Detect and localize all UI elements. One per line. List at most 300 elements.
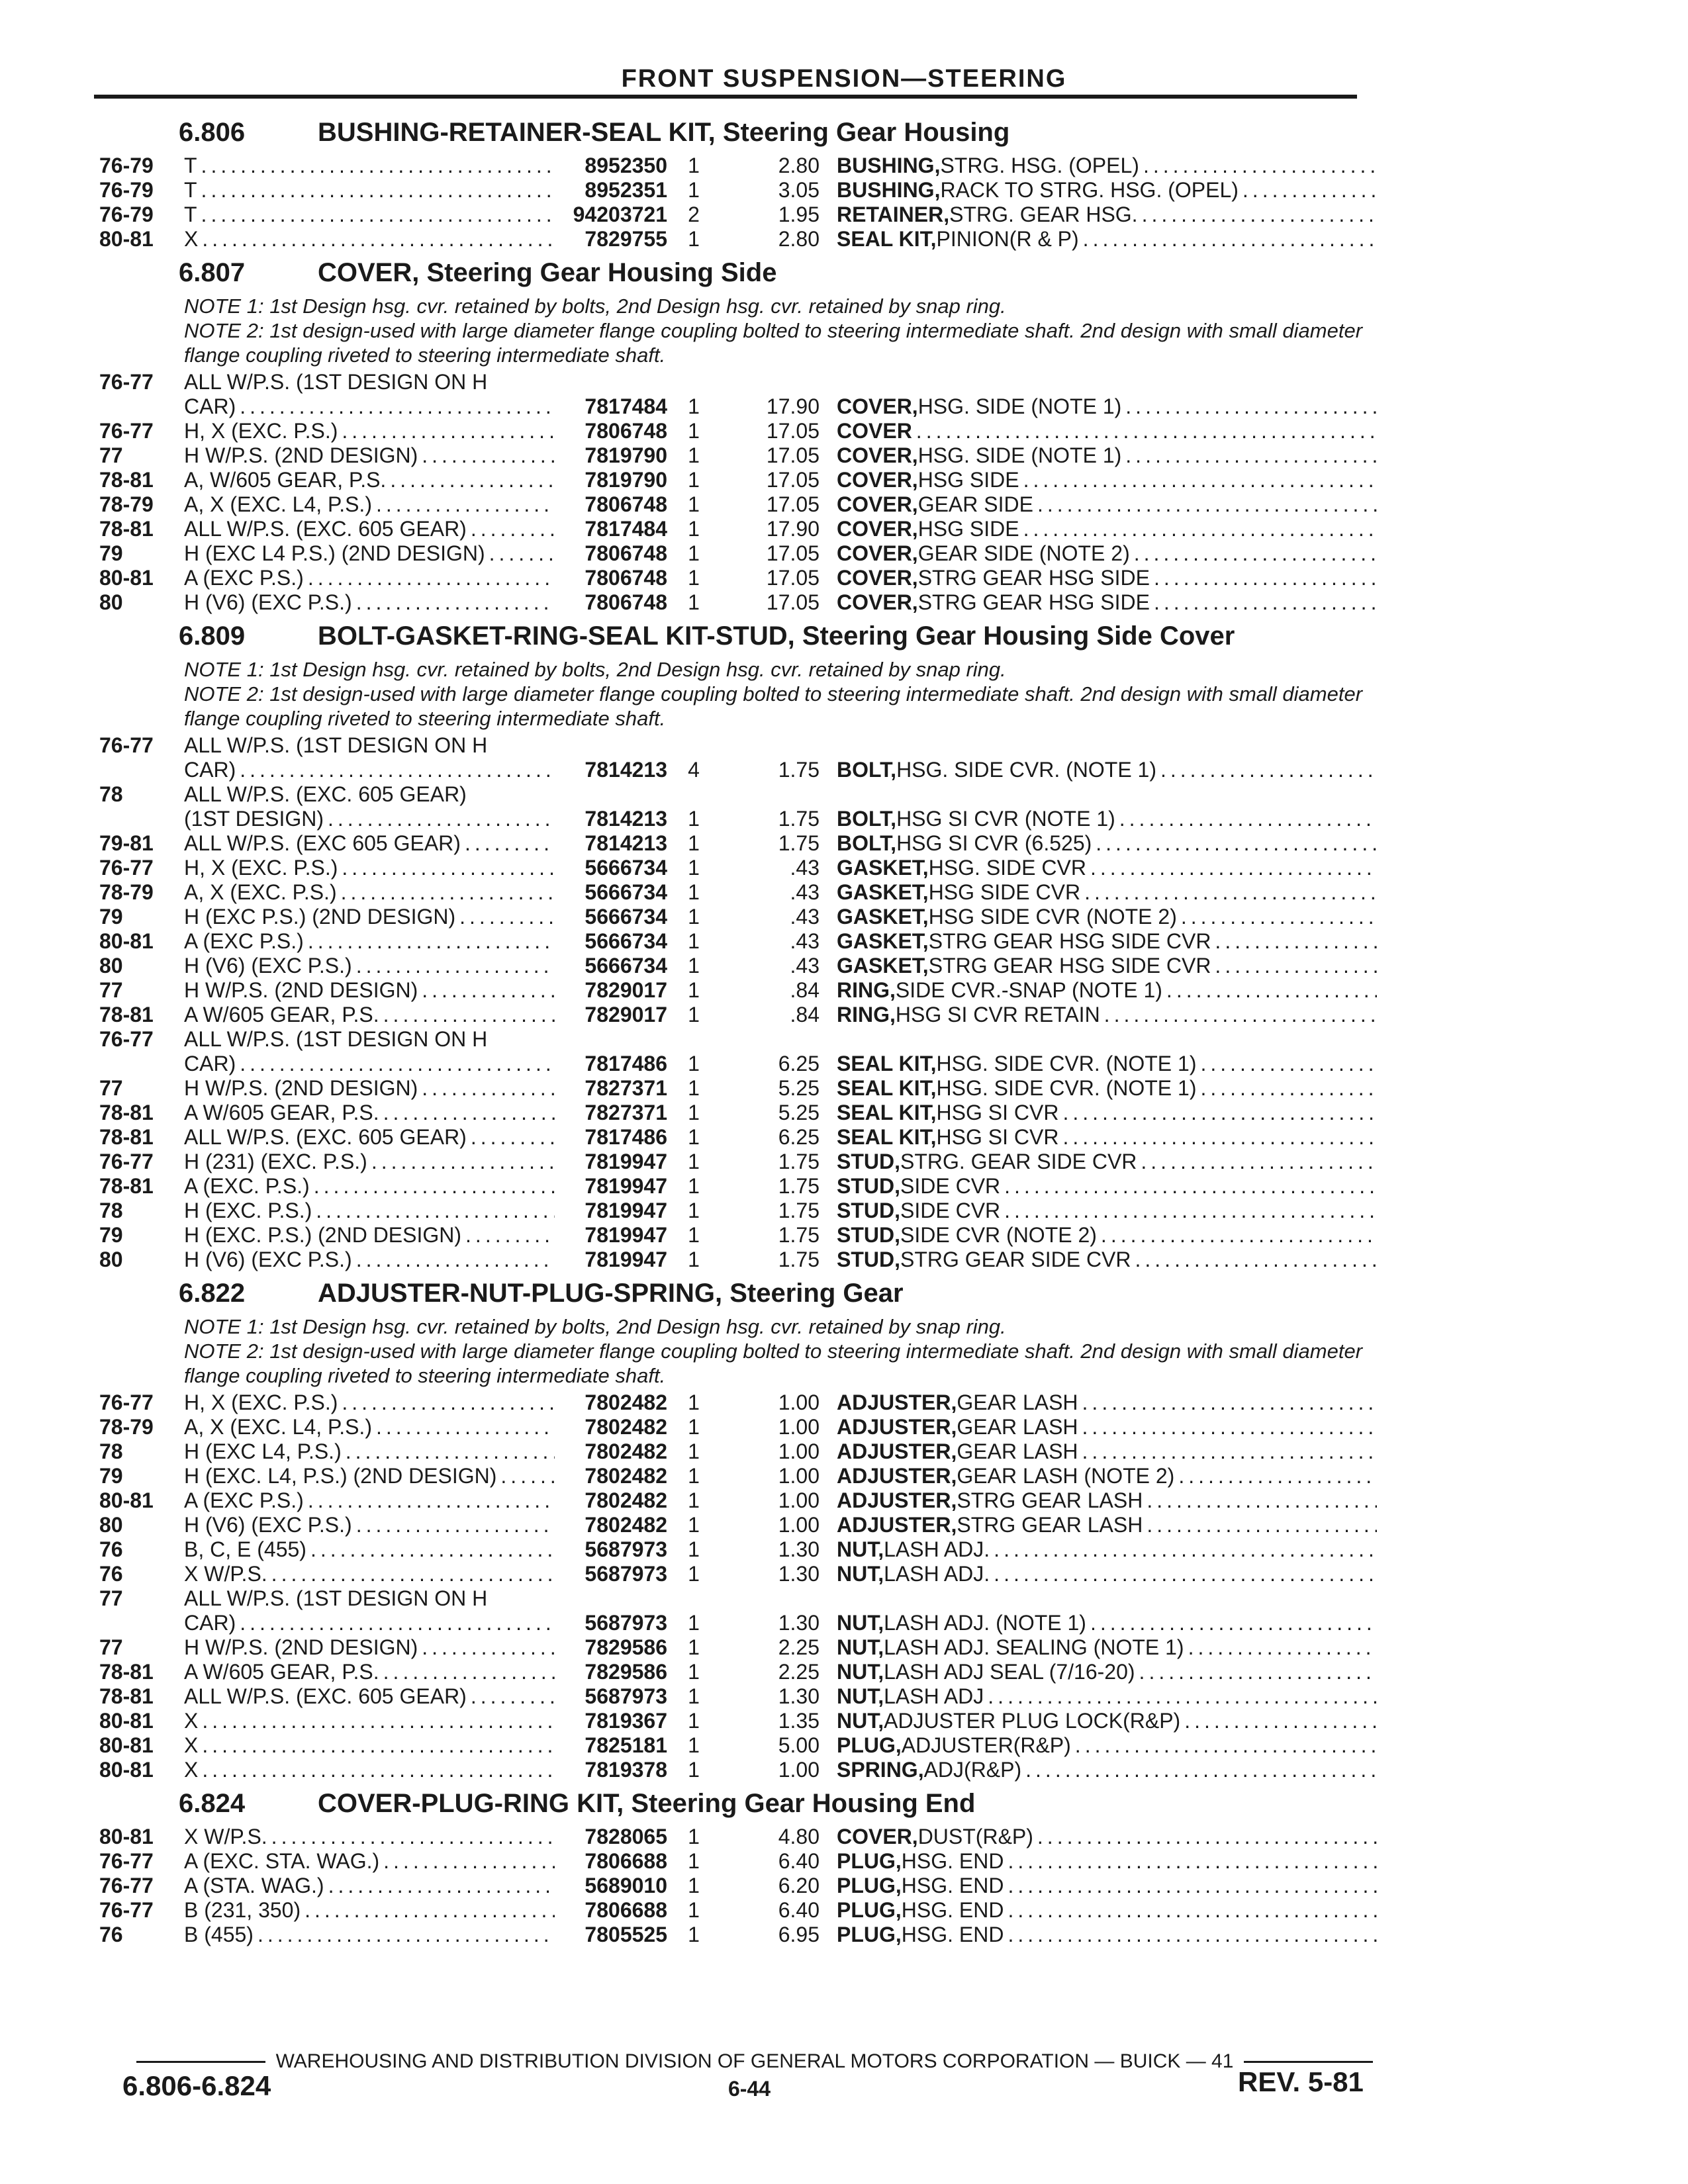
application-text: ALL W/P.S. (EXC. 605 GEAR) xyxy=(184,517,467,541)
description-detail: GEAR LASH (NOTE 2) xyxy=(957,1464,1175,1488)
leader-dots xyxy=(1125,394,1377,419)
model-years: 78-81 xyxy=(99,1125,154,1149)
part-row xyxy=(99,856,1377,880)
description-keyword: PLUG, xyxy=(837,1849,902,1873)
application-text: ALL W/P.S. (1ST DESIGN ON H xyxy=(184,1586,488,1610)
application xyxy=(184,831,555,856)
leader-dots xyxy=(1135,1248,1378,1272)
description-keyword: NUT, xyxy=(837,1537,884,1561)
part-row xyxy=(99,1733,1377,1758)
price: 17.90 xyxy=(766,517,820,541)
quantity: 1 xyxy=(688,394,700,418)
model-years: 78-81 xyxy=(99,1684,154,1708)
part-number: 7802482 xyxy=(585,1464,667,1488)
application-text: A W/605 GEAR, P.S. xyxy=(184,1660,379,1684)
description-detail: STRG. GEAR HSG. xyxy=(949,203,1138,226)
quantity: 1 xyxy=(688,929,700,953)
part-row xyxy=(99,227,1377,251)
description xyxy=(837,1248,1377,1272)
model-years: 80 xyxy=(99,590,123,614)
description-detail: ADJ(R&P) xyxy=(923,1758,1022,1782)
part-row xyxy=(99,1874,1377,1898)
leader-dots xyxy=(1082,1390,1377,1415)
description xyxy=(837,566,1377,590)
leader-dots xyxy=(916,419,1377,443)
leader-dots xyxy=(1119,807,1377,831)
description-keyword: STUD, xyxy=(837,1150,900,1173)
quantity: 1 xyxy=(688,1537,700,1561)
application-text: ALL W/P.S. (EXC. 605 GEAR) xyxy=(184,1684,467,1708)
application xyxy=(184,1898,555,1923)
application xyxy=(184,1849,555,1874)
application-text: A W/605 GEAR, P.S. xyxy=(184,1101,379,1124)
part-number: 7806688 xyxy=(585,1849,667,1873)
application-text: A (EXC P.S.) xyxy=(184,1488,304,1512)
application xyxy=(184,856,555,880)
part-row xyxy=(99,154,1377,178)
description xyxy=(837,1660,1377,1684)
part-number: 7819947 xyxy=(585,1223,667,1247)
part-row xyxy=(99,1052,1377,1076)
description-keyword: NUT, xyxy=(837,1684,884,1708)
part-row xyxy=(99,1150,1377,1174)
leader-dots xyxy=(422,978,555,1003)
leader-dots xyxy=(258,1923,555,1947)
description xyxy=(837,1003,1377,1027)
part-row xyxy=(99,978,1377,1003)
part-row xyxy=(99,517,1377,541)
part-number: 7814213 xyxy=(585,807,667,831)
description-detail: SIDE CVR.-SNAP (NOTE 1) xyxy=(895,978,1162,1002)
description-keyword: COVER xyxy=(837,419,912,443)
application xyxy=(184,1635,555,1660)
quantity: 1 xyxy=(688,1709,700,1733)
description-keyword: NUT, xyxy=(837,1562,884,1586)
description xyxy=(837,1101,1377,1125)
description-keyword: GASKET, xyxy=(837,880,929,904)
application xyxy=(184,370,555,394)
description-keyword: STUD, xyxy=(837,1223,900,1247)
part-number: 7819790 xyxy=(585,443,667,467)
part-row xyxy=(99,880,1377,905)
part-number: 5666734 xyxy=(585,954,667,978)
description xyxy=(837,831,1377,856)
description-keyword: SPRING, xyxy=(837,1758,924,1782)
application-text: A (STA. WAG.) xyxy=(184,1874,324,1897)
price: 2.80 xyxy=(778,227,820,251)
model-years: 79 xyxy=(99,1464,123,1488)
description xyxy=(837,154,1377,178)
model-years: 78-81 xyxy=(99,1174,154,1198)
description xyxy=(837,1223,1377,1248)
part-row xyxy=(99,419,1377,443)
leader-dots xyxy=(1143,154,1377,178)
description-detail: GEAR SIDE xyxy=(917,492,1033,516)
leader-dots xyxy=(356,1513,555,1537)
application xyxy=(184,178,555,203)
application-text: H (EXC L4 P.S.) (2ND DESIGN) xyxy=(184,541,485,565)
leader-dots xyxy=(310,1537,555,1562)
part-row xyxy=(99,1199,1377,1223)
part-row xyxy=(99,1439,1377,1464)
price: 6.95 xyxy=(778,1923,820,1946)
application-text: CAR) xyxy=(184,394,236,418)
group-heading xyxy=(99,1789,1377,1818)
quantity: 1 xyxy=(688,1199,700,1222)
model-years: 78-81 xyxy=(99,1003,154,1026)
quantity: 1 xyxy=(688,1101,700,1124)
parts-group xyxy=(99,621,1377,1272)
application xyxy=(184,1003,555,1027)
leader-dots xyxy=(1004,1174,1377,1199)
leader-dots xyxy=(1082,1415,1377,1439)
quantity: 1 xyxy=(688,1052,700,1075)
application-text: X xyxy=(184,1733,199,1757)
description-keyword: PLUG, xyxy=(837,1874,902,1897)
leader-dots xyxy=(1023,468,1377,492)
part-number: 7806748 xyxy=(585,541,667,565)
part-number: 7802482 xyxy=(585,1488,667,1512)
quantity: 1 xyxy=(688,1488,700,1512)
description-detail: LASH ADJ. SEALING (NOTE 1) xyxy=(884,1635,1184,1659)
price: 17.05 xyxy=(766,590,820,614)
model-years: 76-77 xyxy=(99,733,154,757)
quantity: 1 xyxy=(688,1660,700,1684)
part-row xyxy=(99,1537,1377,1562)
description xyxy=(837,1611,1377,1635)
price: 1.30 xyxy=(778,1611,820,1635)
description-detail: STRG GEAR LASH xyxy=(957,1513,1143,1537)
description-detail: ADJUSTER(R&P) xyxy=(901,1733,1071,1757)
part-number: 7817484 xyxy=(585,394,667,418)
description-keyword: SEAL KIT, xyxy=(837,1101,937,1124)
part-row xyxy=(99,590,1377,615)
leader-dots xyxy=(1181,905,1377,929)
part-row xyxy=(99,1709,1377,1733)
quantity: 1 xyxy=(688,1874,700,1897)
application xyxy=(184,1223,555,1248)
application-text: H (V6) (EXC P.S.) xyxy=(184,954,352,978)
description-detail: GEAR LASH xyxy=(957,1439,1078,1463)
quantity: 1 xyxy=(688,880,700,904)
description-keyword: COVER, xyxy=(837,443,918,467)
description xyxy=(837,1733,1377,1758)
title-rule xyxy=(94,95,1357,99)
price: 2.25 xyxy=(778,1635,820,1659)
part-row xyxy=(99,1825,1377,1849)
description-keyword: ADJUSTER, xyxy=(837,1415,957,1439)
application xyxy=(184,1586,555,1611)
description-detail: STRG GEAR SIDE CVR xyxy=(900,1248,1131,1271)
application-text: X xyxy=(184,1758,199,1782)
application-text: T xyxy=(184,203,197,226)
leader-dots xyxy=(371,1150,555,1174)
description-keyword: COVER, xyxy=(837,541,918,565)
description-detail: HSG SIDE CVR (NOTE 2) xyxy=(928,905,1177,929)
application-text: H (V6) (EXC P.S.) xyxy=(184,1513,352,1537)
part-number: 5689010 xyxy=(585,1874,667,1897)
application-text: X W/P.S. xyxy=(184,1825,267,1848)
leader-dots xyxy=(1178,1464,1377,1488)
part-row xyxy=(99,1248,1377,1272)
application-text: A, X (EXC. L4, P.S.) xyxy=(184,492,372,516)
description xyxy=(837,1825,1377,1849)
description xyxy=(837,807,1377,831)
model-years: 80-81 xyxy=(99,1488,154,1512)
parts-group xyxy=(99,1279,1377,1782)
model-years: 76-77 xyxy=(99,370,154,394)
description-keyword: ADJUSTER, xyxy=(837,1513,957,1537)
description-detail: HSG. END xyxy=(901,1874,1004,1897)
price: 1.00 xyxy=(778,1513,820,1537)
description xyxy=(837,419,1377,443)
part-number: 7827371 xyxy=(585,1076,667,1100)
note-text: NOTE 1: 1st Design hsg. cvr. retained by bolts, 2nd Design hsg. cvr. retained by snap ring. xyxy=(184,1315,1006,1338)
price: 1.30 xyxy=(778,1537,820,1561)
application xyxy=(184,1611,555,1635)
description-detail: GEAR LASH xyxy=(957,1390,1078,1414)
model-years: 76 xyxy=(99,1537,123,1561)
quantity: 1 xyxy=(688,1758,700,1782)
leader-dots xyxy=(1134,541,1377,566)
leader-dots xyxy=(1084,880,1377,905)
description-detail: HSG SI CVR xyxy=(936,1101,1059,1124)
group-number: 6.809 xyxy=(179,621,246,651)
part-number: 5666734 xyxy=(585,929,667,953)
leader-dots xyxy=(383,1849,555,1874)
application xyxy=(184,1513,555,1537)
price: 1.00 xyxy=(778,1415,820,1439)
application xyxy=(184,1825,555,1849)
description-detail: HSG SI CVR (6.525) xyxy=(896,831,1092,855)
part-row xyxy=(99,905,1377,929)
quantity: 4 xyxy=(688,758,700,782)
description-detail: HSG. END xyxy=(901,1849,1004,1873)
quantity: 1 xyxy=(688,154,700,177)
part-number: 5687973 xyxy=(585,1562,667,1586)
description-keyword: BOLT, xyxy=(837,807,897,831)
part-row xyxy=(99,807,1377,831)
part-number: 7829586 xyxy=(585,1660,667,1684)
leader-dots xyxy=(383,1660,555,1684)
quantity: 1 xyxy=(688,905,700,929)
description-keyword: RING, xyxy=(837,978,896,1002)
quantity: 1 xyxy=(688,1439,700,1463)
leader-dots xyxy=(201,154,555,178)
price: 4.80 xyxy=(778,1825,820,1848)
application xyxy=(184,227,555,251)
application-text: H (EXC. L4, P.S.) (2ND DESIGN) xyxy=(184,1464,497,1488)
model-years: 79-81 xyxy=(99,831,154,855)
part-number: 7817486 xyxy=(585,1125,667,1149)
description-detail: HSG. SIDE CVR. (NOTE 1) xyxy=(936,1052,1197,1075)
group-number: 6.822 xyxy=(179,1279,246,1308)
application-text: H (EXC. P.S.) (2ND DESIGN) xyxy=(184,1223,462,1247)
model-years: 76-77 xyxy=(99,1390,154,1414)
description xyxy=(837,590,1377,615)
part-number: 7819947 xyxy=(585,1199,667,1222)
application xyxy=(184,1537,555,1562)
part-number: 8952351 xyxy=(585,178,667,202)
application-text: A, W/605 GEAR, P.S. xyxy=(184,468,387,492)
leader-dots xyxy=(1008,1898,1377,1923)
model-years: 78-79 xyxy=(99,1415,154,1439)
description-keyword: PLUG, xyxy=(837,1923,902,1946)
description xyxy=(837,443,1377,468)
description xyxy=(837,856,1377,880)
application xyxy=(184,1464,555,1488)
model-years: 80-81 xyxy=(99,227,154,251)
price: 2.25 xyxy=(778,1660,820,1684)
leader-dots xyxy=(1141,1150,1377,1174)
application-text: H, X (EXC. P.S.) xyxy=(184,1390,338,1414)
part-number: 94203721 xyxy=(573,203,667,226)
quantity: 1 xyxy=(688,1076,700,1100)
description xyxy=(837,880,1377,905)
leader-dots xyxy=(383,1101,555,1125)
leader-dots xyxy=(1154,590,1377,615)
description-keyword: ADJUSTER, xyxy=(837,1488,957,1512)
description-keyword: BUSHING, xyxy=(837,178,941,202)
leader-dots xyxy=(308,929,555,954)
application-text: CAR) xyxy=(184,1052,236,1075)
part-number: 7819947 xyxy=(585,1248,667,1271)
description-keyword: NUT, xyxy=(837,1611,884,1635)
part-row xyxy=(99,733,1377,758)
quantity: 1 xyxy=(688,1684,700,1708)
description xyxy=(837,468,1377,492)
quantity: 1 xyxy=(688,178,700,202)
part-row xyxy=(99,1684,1377,1709)
description-detail: LASH ADJ. (NOTE 1) xyxy=(884,1611,1086,1635)
model-years: 76-77 xyxy=(99,1150,154,1173)
application-text: H W/P.S. (2ND DESIGN) xyxy=(184,443,418,467)
note-text: NOTE 2: 1st design-used with large diameter flange coupling bolted to steering intermediate shaft. 2nd design with small diameter flange coupling riveted to steering intermediate shaft. xyxy=(184,682,1363,730)
application-text: ALL W/P.S. (EXC 605 GEAR) xyxy=(184,831,461,855)
part-number: 7806748 xyxy=(585,566,667,590)
description-detail: LASH ADJ SEAL (7/16-20) xyxy=(884,1660,1135,1684)
description-keyword: STUD, xyxy=(837,1248,900,1271)
description xyxy=(837,905,1377,929)
description xyxy=(837,203,1377,227)
application xyxy=(184,1027,555,1052)
leader-dots xyxy=(1184,1709,1377,1733)
group-title: COVER, Steering Gear Housing Side xyxy=(318,258,777,287)
description-detail: ADJUSTER PLUG LOCK(R&P) xyxy=(884,1709,1181,1733)
model-years: 80-81 xyxy=(99,1733,154,1757)
description-keyword: COVER, xyxy=(837,492,918,516)
page-title: FRONT SUSPENSION—STEERING xyxy=(621,65,1067,93)
leader-dots xyxy=(489,541,555,566)
group-number: 6.806 xyxy=(179,118,246,147)
price: 6.40 xyxy=(778,1849,820,1873)
group-title: BUSHING-RETAINER-SEAL KIT, Steering Gear Housing xyxy=(318,118,1010,147)
leader-dots xyxy=(316,1199,555,1223)
description xyxy=(837,954,1377,978)
application xyxy=(184,1415,555,1439)
quantity: 2 xyxy=(688,203,700,226)
application xyxy=(184,1709,555,1733)
leader-dots xyxy=(240,1052,555,1076)
application xyxy=(184,1199,555,1223)
leader-dots xyxy=(1125,443,1377,468)
application xyxy=(184,1562,555,1586)
application xyxy=(184,468,555,492)
leader-dots xyxy=(471,1125,555,1150)
group-number: 6.824 xyxy=(179,1789,246,1818)
model-years: 76-77 xyxy=(99,856,154,880)
parts-catalog xyxy=(99,114,1377,1954)
leader-dots xyxy=(1062,1101,1377,1125)
part-row xyxy=(99,1003,1377,1027)
model-years: 78 xyxy=(99,1439,123,1463)
model-years: 79 xyxy=(99,1223,123,1247)
application xyxy=(184,1660,555,1684)
quantity: 1 xyxy=(688,831,700,855)
part-row xyxy=(99,541,1377,566)
quantity: 1 xyxy=(688,1003,700,1026)
quantity: 1 xyxy=(688,1390,700,1414)
model-years: 77 xyxy=(99,1635,123,1659)
price: 1.00 xyxy=(778,1464,820,1488)
quantity: 1 xyxy=(688,1174,700,1198)
footer-page-number: 6-44 xyxy=(728,2077,771,2101)
description-keyword: STUD, xyxy=(837,1174,900,1198)
part-row xyxy=(99,1586,1377,1611)
parts-group xyxy=(99,118,1377,251)
part-row xyxy=(99,758,1377,782)
leader-dots xyxy=(422,1635,555,1660)
model-years: 76-77 xyxy=(99,1898,154,1922)
price: 1.00 xyxy=(778,1390,820,1414)
description-keyword: COVER, xyxy=(837,394,918,418)
description-detail: HSG SI CVR RETAIN xyxy=(895,1003,1100,1026)
leader-dots xyxy=(1101,1223,1377,1248)
part-number: 7819947 xyxy=(585,1150,667,1173)
model-years: 80 xyxy=(99,954,123,978)
description-keyword: SEAL KIT, xyxy=(837,1125,937,1149)
leader-dots xyxy=(1243,178,1377,203)
application-text: H (V6) (EXC P.S.) xyxy=(184,1248,352,1271)
price: 2.80 xyxy=(778,154,820,177)
quantity: 1 xyxy=(688,1464,700,1488)
price: 1.95 xyxy=(778,203,820,226)
group-notes xyxy=(99,1314,1377,1388)
leader-dots xyxy=(376,1415,555,1439)
group-number: 6.807 xyxy=(179,258,246,287)
price: 1.00 xyxy=(778,1488,820,1512)
part-row xyxy=(99,1488,1377,1513)
part-row xyxy=(99,1849,1377,1874)
part-number: 5687973 xyxy=(585,1611,667,1635)
model-years: 80-81 xyxy=(99,1758,154,1782)
price: .43 xyxy=(790,929,820,953)
model-years: 77 xyxy=(99,443,123,467)
application xyxy=(184,443,555,468)
leader-dots xyxy=(1083,227,1377,251)
application xyxy=(184,782,555,807)
leader-dots xyxy=(383,1003,555,1027)
part-row xyxy=(99,1174,1377,1199)
application-text: ALL W/P.S. (EXC. 605 GEAR) xyxy=(184,782,467,806)
description-keyword: NUT, xyxy=(837,1660,884,1684)
description-keyword: BOLT, xyxy=(837,758,897,782)
leader-dots xyxy=(376,492,555,517)
part-number: 7819790 xyxy=(585,468,667,492)
leader-dots xyxy=(240,758,555,782)
application-text: H, X (EXC. P.S.) xyxy=(184,856,338,880)
application xyxy=(184,154,555,178)
